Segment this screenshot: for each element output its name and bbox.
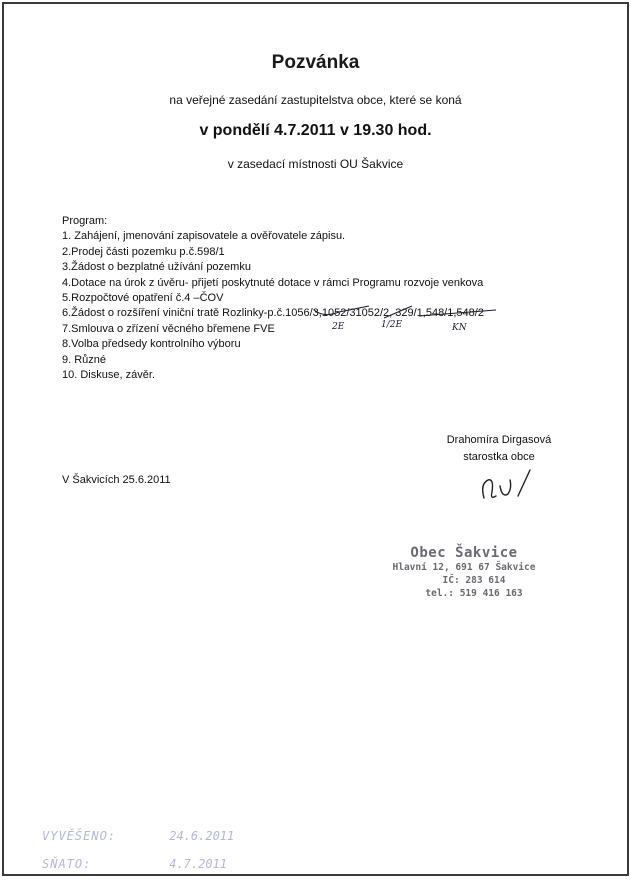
program-item: 2.Prodej části pozemku p.č.598/1 [62, 245, 225, 258]
stamp-phone: tel.: 519 416 163 [425, 588, 523, 599]
place-and-date: V Šakvicích 25.6.2011 [62, 474, 171, 486]
removed-row [42, 850, 234, 876]
signatory-name: Drahomíra Dirgasová [446, 434, 552, 446]
stamp-address: Hlavní 12, 691 67 Šakvice [392, 562, 536, 573]
program-item: 8.Volba předsedy kontrolního výboru [62, 338, 241, 351]
signature [474, 466, 544, 506]
program-item: 9. Různé [62, 353, 107, 366]
meeting-location: v zasedací místnosti OU Šakvice [227, 157, 404, 171]
program-item: 10. Diskuse, závěr. [62, 369, 155, 382]
signatory-block [434, 432, 564, 466]
program-item: 6.Žádost o rozšíření viniční tratě Rozlinky-p.č.1056/3,1052/31052/2, 329/1,548/1,548/2 [62, 307, 484, 320]
stamp-ic: IČ: 283 614 [442, 575, 506, 586]
posted-label: VYVĚŠENO: [42, 829, 117, 843]
official-stamp [389, 545, 539, 600]
document-page [2, 2, 629, 876]
program-item: 1. Zahájení, jmenování zapisovatele a ověřovatele zápisu. [62, 230, 346, 243]
document-title: Pozvánka [271, 52, 360, 73]
program-item: 5.Rozpočtové opatření č.4 –ČOV [62, 292, 224, 305]
posted-row [42, 822, 234, 850]
meeting-date: v pondělí 4.7.2011 v 19.30 hod. [199, 122, 432, 139]
removed-label: SŇATO: [42, 857, 92, 871]
removed-date: 4.7.2011 [169, 857, 228, 871]
handwritten-strokes [254, 300, 504, 340]
signatory-role: starostka obce [463, 451, 535, 463]
handwritten-note: 2E [332, 322, 345, 332]
posting-record [42, 822, 234, 876]
posted-date: 24.6.2011 [169, 829, 235, 843]
program-heading: Program: [62, 215, 108, 227]
handwritten-note: KN [452, 323, 467, 333]
stamp-name: Obec Šakvice [410, 545, 518, 561]
program-section [62, 214, 582, 383]
handwritten-note: 1/2E [381, 320, 403, 330]
document-subtitle: na veřejné zasedání zastupitelstva obce, které se koná [169, 93, 462, 107]
program-item: 7.Smlouva o zřízení věcného břemene FVE [62, 322, 275, 335]
program-item: 3.Žádost o bezplatné užívání pozemku [62, 261, 251, 274]
program-item: 4.Dotace na úrok z úvěru- přijetí poskytnuté dotace v rámci Programu rozvoje venkova [62, 276, 484, 289]
